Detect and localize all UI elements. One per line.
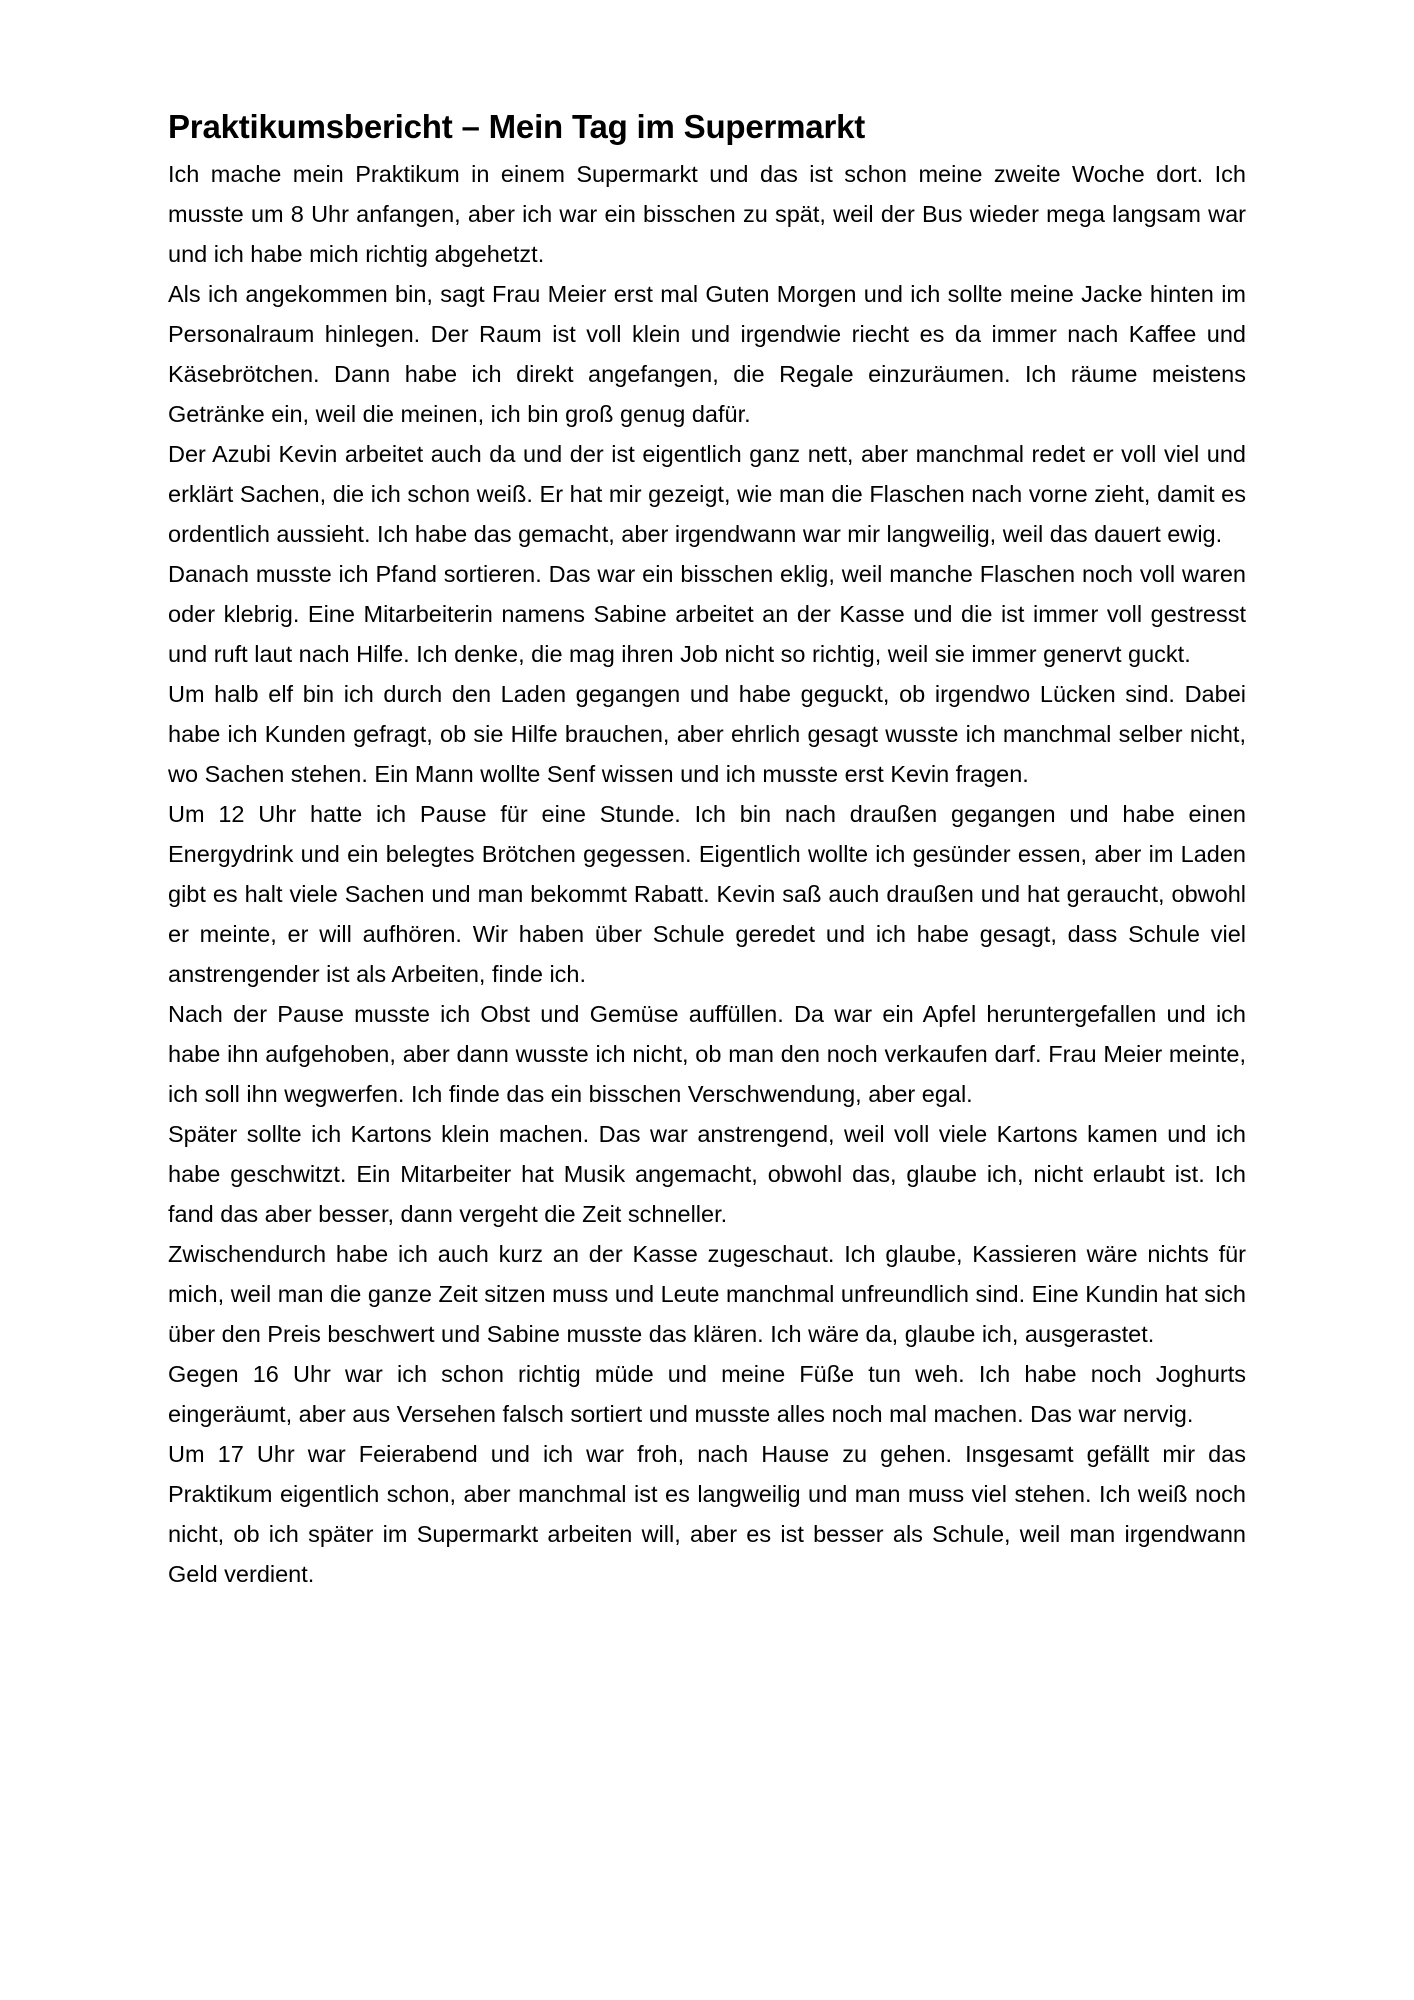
paragraph-pause: Um 12 Uhr hatte ich Pause für eine Stunde. Ich bin nach draußen gegangen und habe einen Energydrink und ein belegtes Brötchen gegessen. Eigentlich wollte ich gesünder essen, aber im Laden gibt es halt viele Sachen und man bekommt Rabatt. Kevin saß auch draußen und hat geraucht, obwohl er meinte, er will aufhören. Wir haben über Schule geredet und ich habe gesagt, dass Schule viel anstrengender ist als Arbeiten, finde ich. (168, 801, 1246, 987)
paragraph-produce: Nach der Pause musste ich Obst und Gemüse auffüllen. Da war ein Apfel heruntergefallen und ich habe ihn aufgehoben, aber dann wusste ich nicht, ob man den noch verkaufen darf. Frau Meier meinte, ich soll ihn wegwerfen. Ich finde das ein bisschen Verschwendung, aber egal. (168, 1001, 1246, 1107)
document-body (168, 104, 1246, 1594)
paragraph-arrival: Ich mache mein Praktikum in einem Supermarkt und das ist schon meine zweite Woche dort. Ich musste um 8 Uhr anfangen, aber ich war ein bisschen zu spät, weil der Bus wieder mega langsam war und ich habe mich richtig abgehetzt. (168, 161, 1246, 267)
document-title: Praktikumsbericht – Mein Tag im Supermarkt (168, 108, 866, 145)
paragraph-pfand: Danach musste ich Pfand sortieren. Das war ein bisschen eklig, weil manche Flaschen noch voll waren oder klebrig. Eine Mitarbeiterin namens Sabine arbeitet an der Kasse und die ist immer voll gestresst und ruft laut nach Hilfe. Ich denke, die mag ihren Job nicht so richtig, weil sie immer genervt guckt. (168, 561, 1246, 667)
paragraph-morning: Als ich angekommen bin, sagt Frau Meier erst mal Guten Morgen und ich sollte meine Jacke hinten im Personalraum hinlegen. Der Raum ist voll klein und irgendwie riecht es da immer nach Kaffee und Käsebrötchen. Dann habe ich direkt angefangen, die Regale einzuräumen. Ich räume meistens Getränke ein, weil die meinen, ich bin groß genug dafür. (168, 281, 1246, 427)
paragraph-customers: Um halb elf bin ich durch den Laden gegangen und habe geguckt, ob irgendwo Lücken sind. Dabei habe ich Kunden gefragt, ob sie Hilfe brauchen, aber ehrlich gesagt wusste ich manchmal selber nicht, wo Sachen stehen. Ein Mann wollte Senf wissen und ich musste erst Kevin fragen. (168, 681, 1246, 787)
paragraph-conclusion: Um 17 Uhr war Feierabend und ich war froh, nach Hause zu gehen. Insgesamt gefällt mir das Praktikum eigentlich schon, aber manchmal ist es langweilig und man muss viel stehen. Ich weiß noch nicht, ob ich später im Supermarkt arbeiten will, aber es ist besser als Schule, weil man irgendwann Geld verdient. (168, 1441, 1246, 1587)
paragraph-checkout: Zwischendurch habe ich auch kurz an der Kasse zugeschaut. Ich glaube, Kassieren wäre nichts für mich, weil man die ganze Zeit sitzen muss und Leute manchmal unfreundlich sind. Eine Kundin hat sich über den Preis beschwert und Sabine musste das klären. Ich wäre da, glaube ich, ausgerastet. (168, 1241, 1246, 1347)
paragraph-afternoon: Gegen 16 Uhr war ich schon richtig müde und meine Füße tun weh. Ich habe noch Joghurts eingeräumt, aber aus Versehen falsch sortiert und musste alles noch mal machen. Das war nervig. (168, 1361, 1246, 1427)
paragraph-boxes: Später sollte ich Kartons klein machen. Das war anstrengend, weil voll viele Kartons kamen und ich habe geschwitzt. Ein Mitarbeiter hat Musik angemacht, obwohl das, glaube ich, nicht erlaubt ist. Ich fand das aber besser, dann vergeht die Zeit schneller. (168, 1121, 1246, 1227)
paragraph-kevin: Der Azubi Kevin arbeitet auch da und der ist eigentlich ganz nett, aber manchmal redet er voll viel und erklärt Sachen, die ich schon weiß. Er hat mir gezeigt, wie man die Flaschen nach vorne zieht, damit es ordentlich aussieht. Ich habe das gemacht, aber irgendwann war mir langweilig, weil das dauert ewig. (168, 441, 1246, 547)
